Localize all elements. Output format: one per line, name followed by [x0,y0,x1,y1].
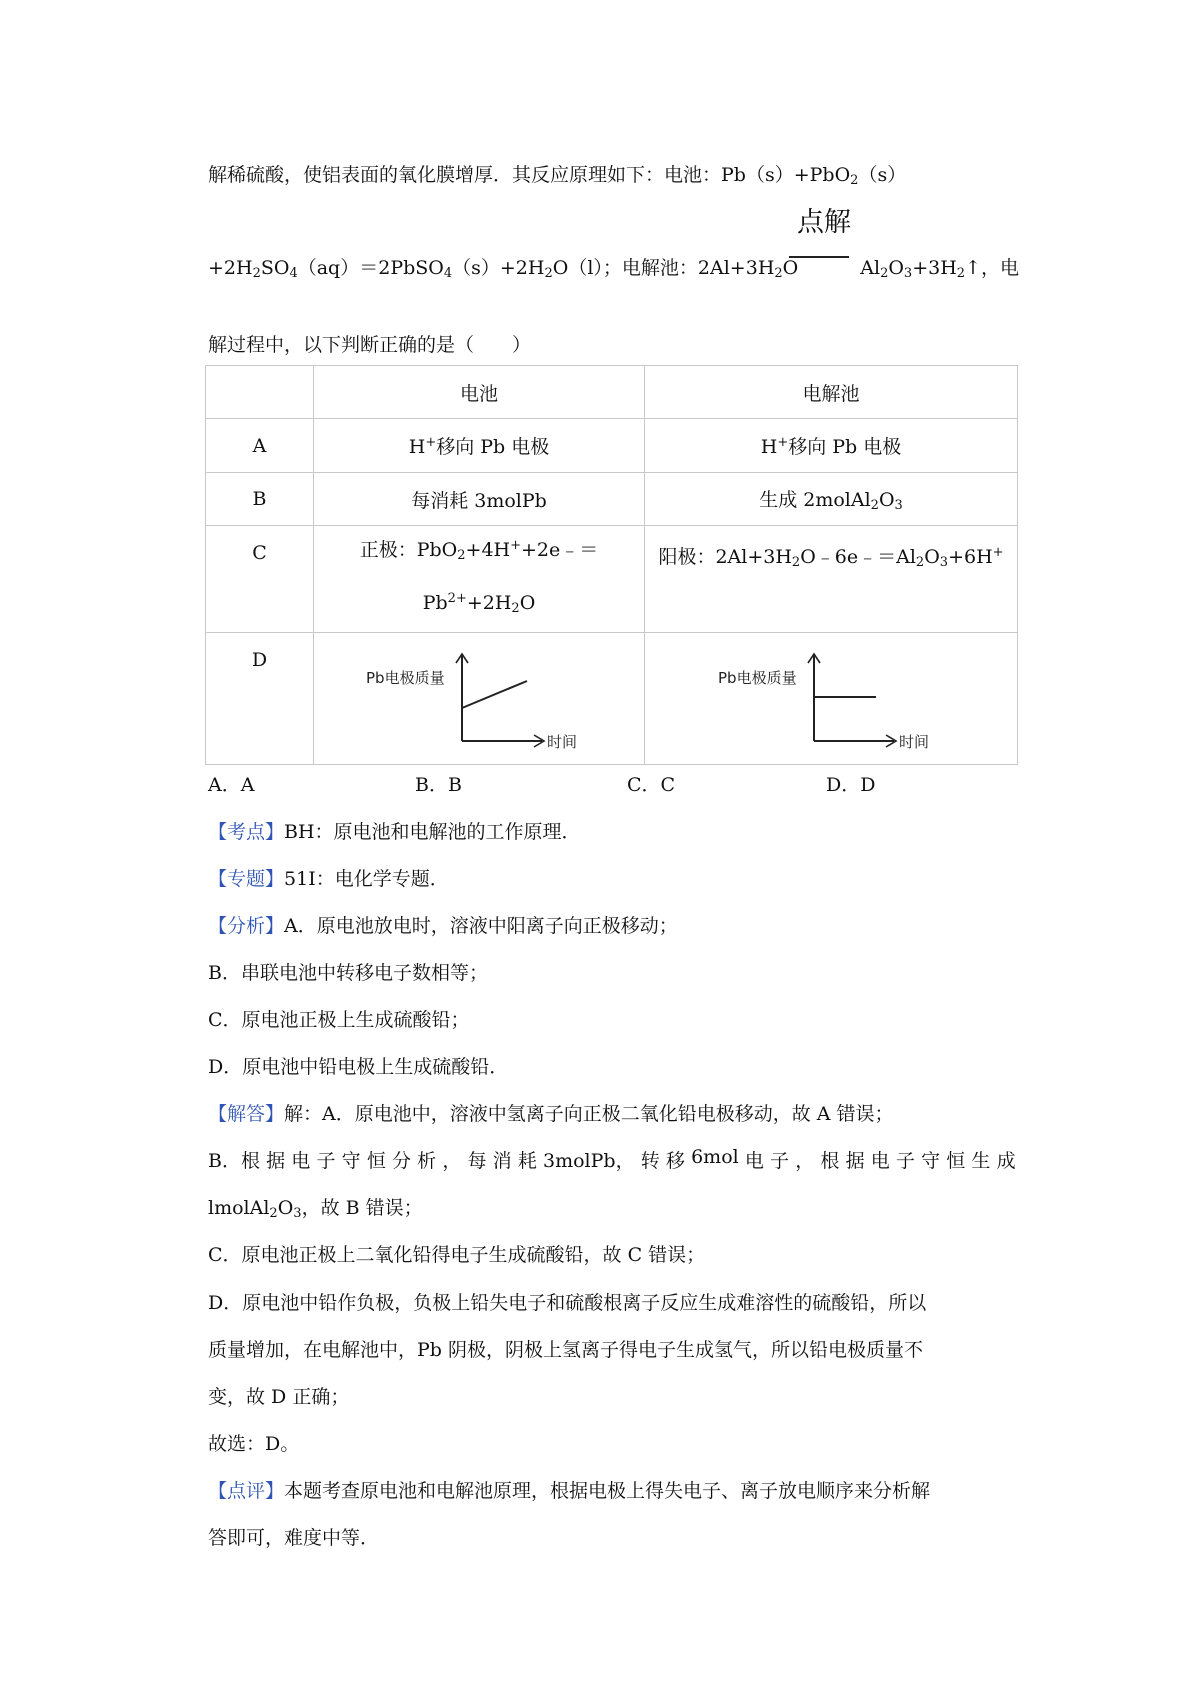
row-a-electrolytic: H+移向 Pb 电极 [645,419,1018,473]
row-b-battery: 每消耗 3molPb [314,473,645,526]
zhuanti-tag: 【专题】 [208,868,285,890]
fenxi-d-line: D．原电池中铅电极上生成硫酸铅． [208,1056,509,1078]
table-row [206,633,1018,765]
electrolytic-mass-graph [716,641,946,756]
battery-graph-xlabel: 时间 [547,733,578,751]
choice-b: B．B [415,774,462,796]
battery-mass-graph [364,641,594,756]
question-line: 解过程中，以下判断正确的是（ ） [208,334,532,356]
header-battery: 电池 [314,366,645,419]
battery-graph-ylabel: Pb电极质量 [366,669,445,687]
reaction-arrow [789,256,849,258]
jieda-d-line-3: 变，故 D 正确； [208,1386,350,1408]
zhuanti-line: 【专题】51I：电化学专题． [208,868,449,890]
choice-d: D．D [826,774,876,796]
jieda-line: 【解答】解：A．原电池中，溶液中氢离子向正极二氧化铅电极移动，故 A 错误； [208,1103,894,1125]
row-d-electrolytic [645,633,1018,765]
choice-a: A．A [208,774,255,796]
row-label-d: D [206,633,314,765]
dianping-line-2: 答即可，难度中等． [208,1527,380,1549]
dianping-line: 【点评】本题考查原电池和电解池原理，根据电极上得失电子、离子放电顺序来分析解 [208,1480,931,1502]
table-header-row [206,366,1018,419]
answer-line: 故选：D。 [208,1433,300,1455]
jieda-tag: 【解答】 [208,1103,285,1125]
table-row [206,526,1018,633]
fenxi-line: 【分析】A．原电池放电时，溶液中阳离子向正极移动； [208,915,678,937]
fenxi-b-line: B．串联电池中转移电子数相等； [208,962,488,984]
row-label-a: A [206,419,314,473]
fenxi-tag: 【分析】 [208,915,285,937]
table-row [206,419,1018,473]
fenxi-c-line: C．原电池正极上生成硫酸铅； [208,1009,470,1031]
kaodian-tag: 【考点】 [208,821,285,843]
choice-c: C．C [627,774,676,796]
header-electrolytic-cell: 电解池 [645,366,1018,419]
row-label-c: C [206,526,314,633]
header-empty-cell [206,366,314,419]
jieda-d-line-2: 质量增加，在电解池中，Pb 阴极，阴极上氢离子得电子生成氢气，所以铅电极质量不 [208,1339,923,1361]
row-d-battery [314,633,645,765]
row-label-b: B [206,473,314,526]
dianping-tag: 【点评】 [208,1480,285,1502]
reaction-condition-label: 点解 [797,207,851,238]
kaodian-line: 【考点】BH：原电池和电解池的工作原理． [208,821,581,843]
jieda-b-line-1: B．根 据 电 子 守 恒 分 析 ， 每 消 耗 3molPb， 转 移 6mol 电 子 ， 根 据 电 子 守 恒 生 成 [208,1146,1016,1172]
row-b-electrolytic: 生成 $2molAl_2O_3$ [645,473,1018,526]
jieda-c-line: C．原电池正极上二氧化铅得电子生成硫酸铅，故 C 错误； [208,1244,706,1266]
jieda-b-line-2: $lmolAl_2O_3$，故 B 错误； [208,1197,423,1221]
table-row [206,473,1018,526]
intro-line-2: $+2H_2SO_4(aq)=2PbSO_4(s)+2H_2O(l)$；电解池：$2Al+3H_2O$ $Al_2O_3+3H_2↑$，电 [208,257,1019,281]
electrolytic-graph-xlabel: 时间 [899,733,930,751]
row-c-electrolytic: 阳极：$2Al+3H_2O﹣6e﹣=Al_2O_3+6H^+$ [645,526,1018,633]
electrolytic-graph-ylabel: Pb电极质量 [718,669,797,687]
intro-line-1: 解稀硫酸，使铝表面的氧化膜增厚．其反应原理如下：电池：Pb（s）+PbO$_2$（s） [208,164,907,188]
options-table [205,365,1018,765]
row-c-battery: 正极：PbO$_2$+4H++2e﹣＝ $Pb^{2+}+2H_2O$ [314,526,645,633]
row-a-battery: H+移向 Pb 电极 [314,419,645,473]
battery-graph-curve [462,681,527,708]
jieda-d-line-1: D．原电池中铅作负极，负极上铅失电子和硫酸根离子反应生成难溶性的硫酸铅，所以 [208,1292,927,1314]
